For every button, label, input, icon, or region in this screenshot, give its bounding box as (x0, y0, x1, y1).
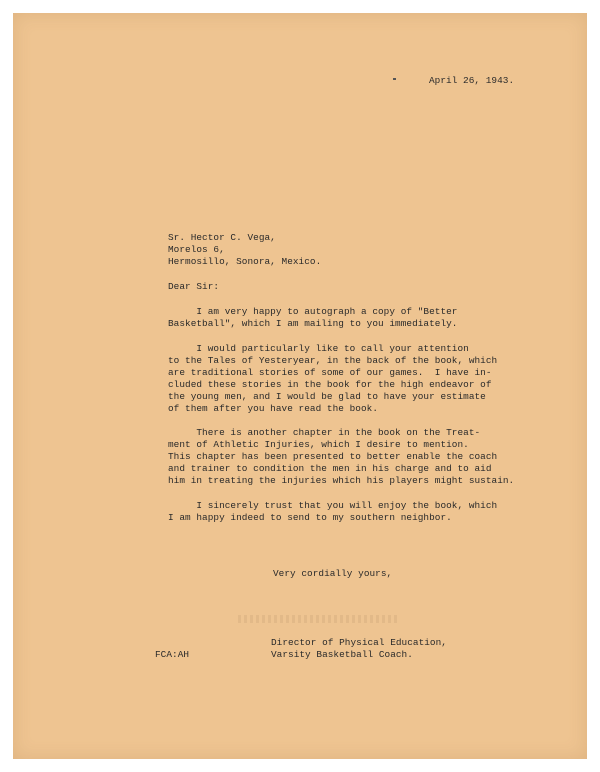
letter-date: April 26, 1943. (429, 75, 515, 86)
body-line: I sincerely trust that you will enjoy the book, which (168, 500, 498, 511)
address-line: Hermosillo, Sonora, Mexico. (168, 256, 322, 267)
faint-signature-trace (238, 615, 398, 623)
body-line: I am happy indeed to send to my southern neighbor. (168, 512, 452, 523)
body-line: are traditional stories of some of our games. I have in- (168, 367, 492, 378)
ink-mark (393, 78, 396, 80)
body-line: to the Tales of Yesteryear, in the back of the book, which (168, 355, 498, 366)
body-line: I am very happy to autograph a copy of "Better (168, 306, 458, 317)
body-line: This chapter has been presented to better enable the coach (168, 451, 498, 462)
closing: Very cordially yours, (273, 568, 393, 579)
body-line: ment of Athletic Injuries, which I desire to mention. (168, 439, 469, 450)
body-line: the young men, and I would be glad to have your estimate (168, 391, 486, 402)
body-line: of them after you have read the book. (168, 403, 379, 414)
body-line: Basketball", which I am mailing to you immediately. (168, 318, 458, 329)
body-line: and trainer to condition the men in his charge and to aid (168, 463, 492, 474)
salutation: Dear Sir: (168, 281, 220, 292)
address-line: Sr. Hector C. Vega, (168, 232, 276, 243)
signature-line: Varsity Basketball Coach. (271, 649, 413, 660)
address-line: Morelos 6, (168, 244, 225, 255)
body-line: cluded these stories in the book for the high endeavor of (168, 379, 492, 390)
letter-page (13, 13, 587, 759)
body-line: I would particularly like to call your attention (168, 343, 469, 354)
body-line: him in treating the injuries which his players might sustain. (168, 475, 515, 486)
body-line: There is another chapter in the book on the Treat- (168, 427, 481, 438)
signature-line: Director of Physical Education, (271, 637, 447, 648)
typist-initials: FCA:AH (155, 649, 190, 660)
